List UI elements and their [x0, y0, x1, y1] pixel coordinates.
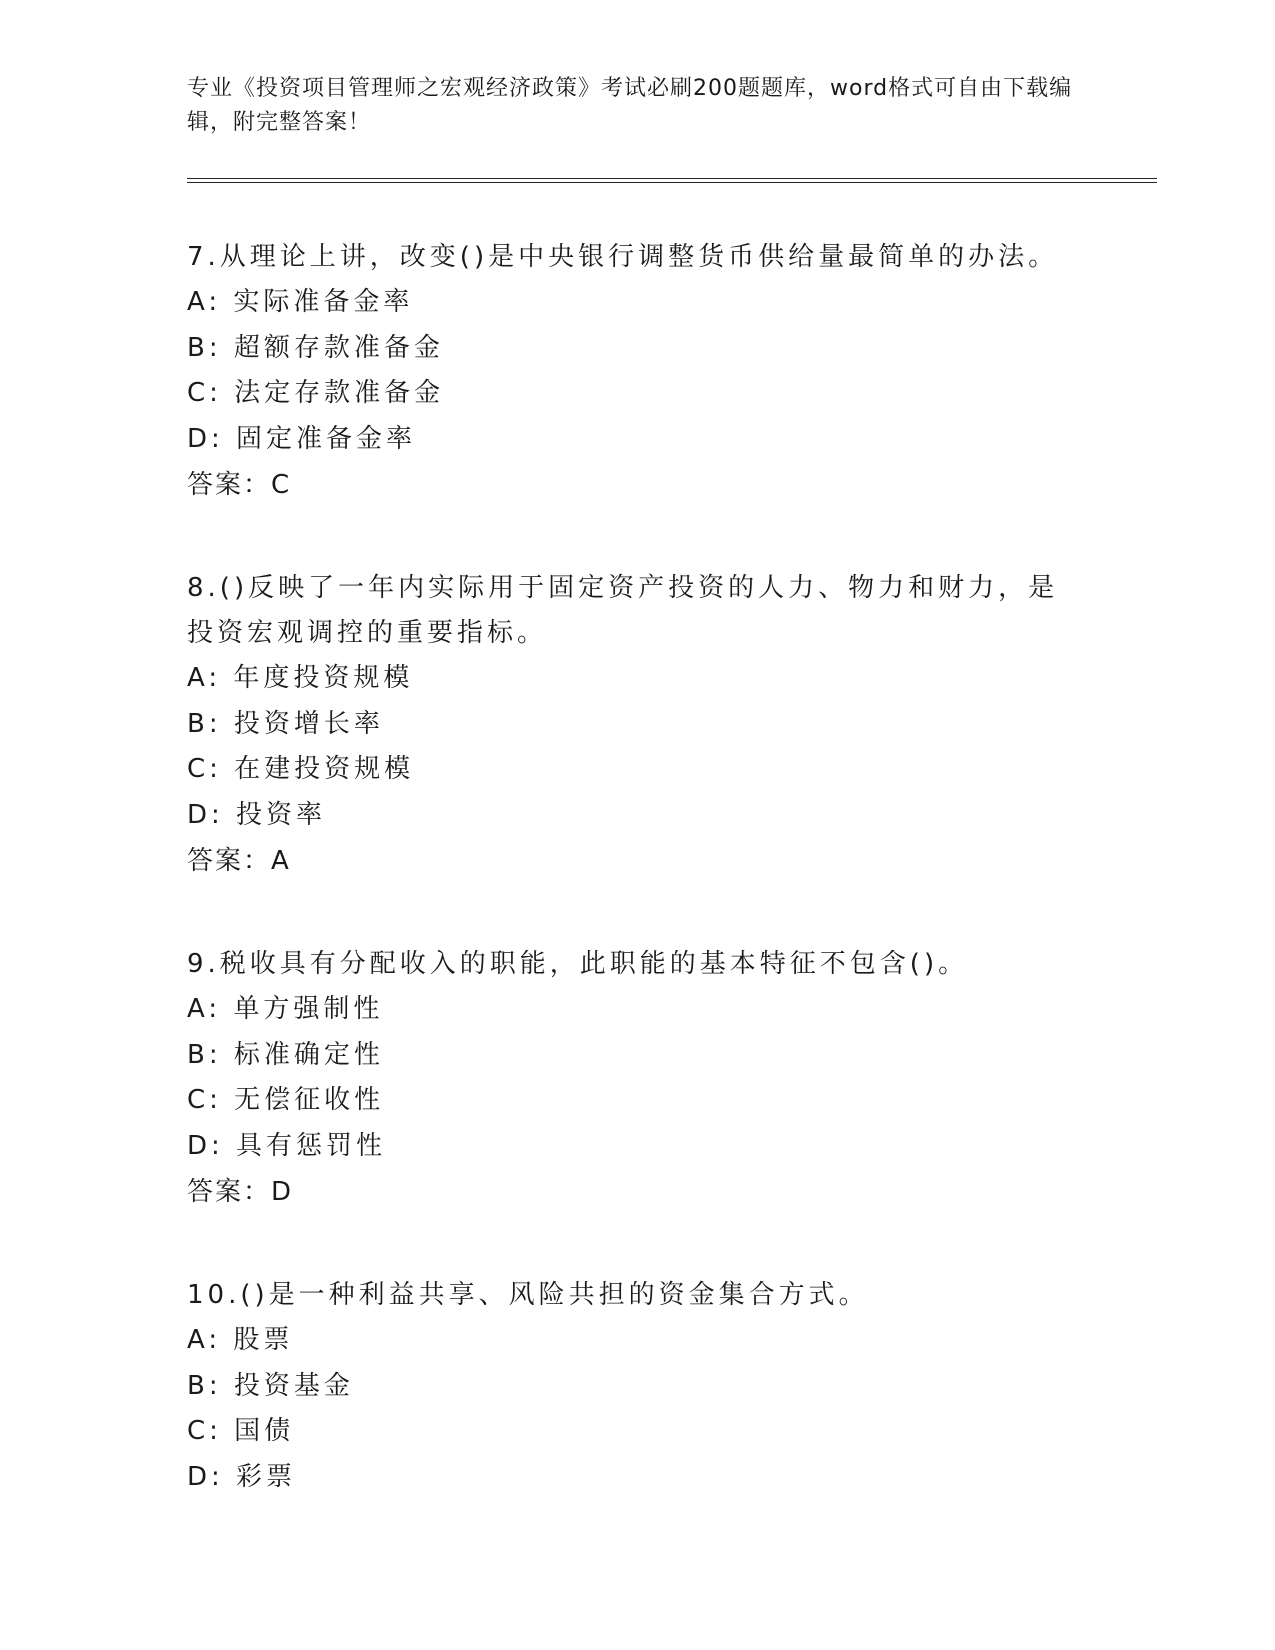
question-stem: 9.税收具有分配收入的职能，此职能的基本特征不包含()。: [187, 949, 969, 979]
option-b: B: 超额存款准备金: [187, 332, 444, 363]
option-a: A: 股票: [187, 1325, 294, 1355]
question-stem: 8.()反映了一年内实际用于固定资产投资的人力、物力和财力，是投资宏观调控的重要指标。: [187, 573, 1059, 648]
question-10: [187, 1273, 1087, 1500]
option-d: D: 具有惩罚性: [187, 1130, 387, 1161]
answer: 答案：A: [187, 846, 291, 876]
question-list: [187, 235, 1087, 1558]
option-c: C: 无偿征收性: [187, 1085, 385, 1115]
option-a: A: 单方强制性: [187, 994, 384, 1024]
option-a: A: 实际准备金率: [187, 287, 414, 317]
option-a: A: 年度投资规模: [187, 663, 414, 693]
header-divider: [187, 178, 1157, 183]
option-b: B: 标准确定性: [187, 1039, 384, 1070]
option-c: C: 法定存款准备金: [187, 378, 445, 408]
question-7: [187, 235, 1087, 508]
answer: 答案：D: [187, 1177, 294, 1207]
option-b: B: 投资基金: [187, 1370, 354, 1401]
option-b: B: 投资增长率: [187, 708, 384, 739]
option-d: D: 投资率: [187, 799, 327, 830]
option-c: C: 国债: [187, 1416, 295, 1446]
document-header: 专业《投资项目管理师之宏观经济政策》考试必刷200题题库，word格式可自由下载编辑，附完整答案！: [187, 76, 1073, 135]
question-stem: 10.()是一种利益共享、风险共担的资金集合方式。: [187, 1280, 869, 1310]
option-d: D: 固定准备金率: [187, 423, 417, 454]
answer: 答案：C: [187, 470, 292, 500]
option-d: D: 彩票: [187, 1461, 297, 1492]
question-9: [187, 942, 1087, 1215]
option-c: C: 在建投资规模: [187, 754, 415, 784]
question-8: [187, 566, 1087, 884]
question-stem: 7.从理论上讲，改变()是中央银行调整货币供给量最简单的办法。: [187, 242, 1059, 272]
